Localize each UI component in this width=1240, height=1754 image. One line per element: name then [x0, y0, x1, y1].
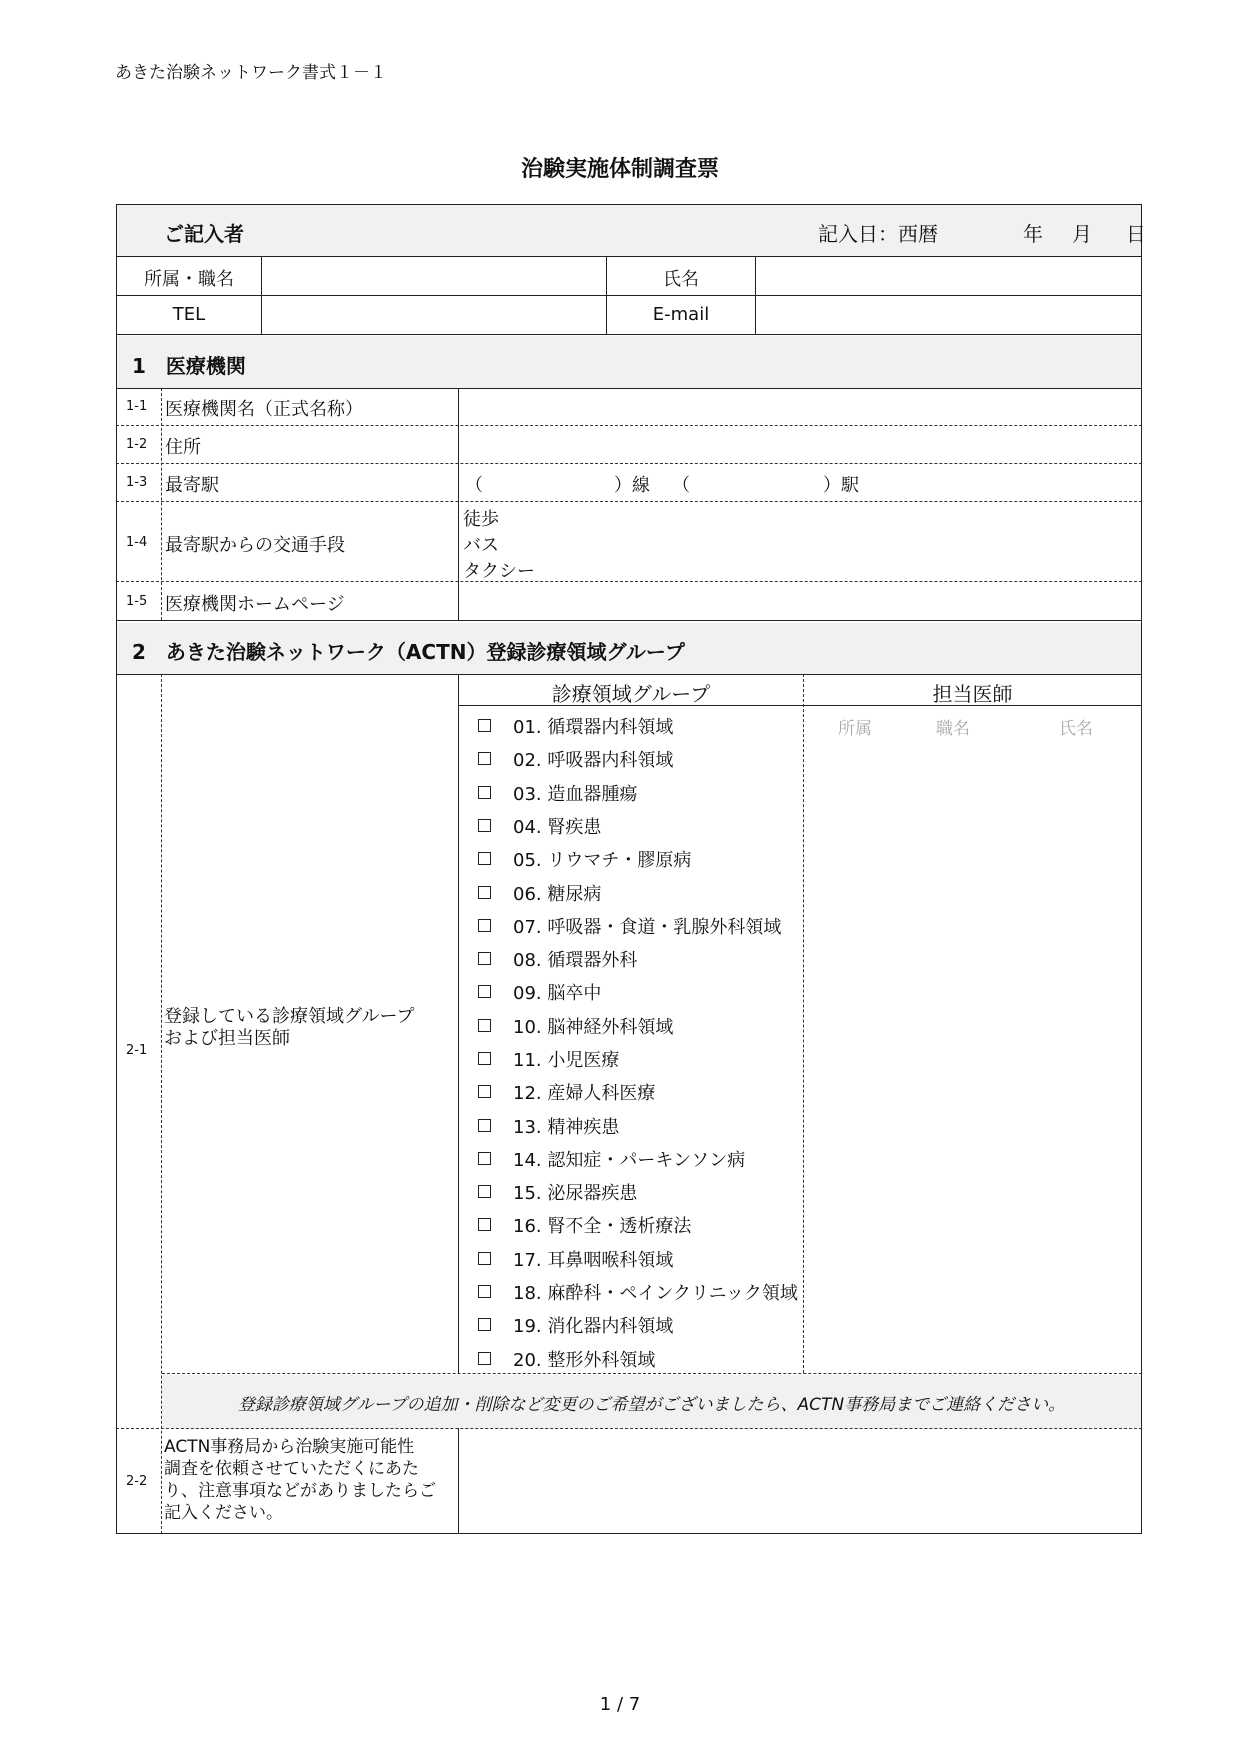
group-checkbox[interactable]: [478, 786, 491, 799]
doctor-title-hint: 職名: [936, 719, 970, 739]
group-checkbox[interactable]: [478, 952, 491, 965]
group-item: 01. 循環器内科領域: [513, 717, 674, 738]
email-field[interactable]: [757, 297, 1140, 333]
group-item: 13. 精神疾患: [513, 1117, 620, 1138]
affiliation-label: 所属・職名: [144, 269, 234, 290]
group-item: 16. 腎不全・透析療法: [513, 1216, 692, 1237]
date-label: 記入日：西暦: [818, 222, 938, 246]
group-item: 05. リウマチ・膠原病: [513, 850, 692, 871]
group-item: 14. 認知症・パーキンソン病: [513, 1150, 746, 1171]
station-eki-suffix: ）駅: [823, 475, 859, 496]
group-checkbox[interactable]: [478, 719, 491, 732]
group-item: 17. 耳鼻咽喉科領域: [513, 1250, 674, 1271]
row-number: 2-2: [126, 1474, 148, 1489]
institution-name-label: 医療機関名（正式名称）: [165, 399, 363, 420]
group-item: 20. 整形外科領域: [513, 1350, 656, 1371]
transport-bus: バス: [463, 535, 499, 556]
row-number: 1-2: [126, 437, 148, 452]
section1-heading: 1 医療機関: [132, 354, 246, 378]
group-checkbox[interactable]: [478, 852, 491, 865]
group-checkbox[interactable]: [478, 752, 491, 765]
group-checkbox[interactable]: [478, 1285, 491, 1298]
group-item: 12. 産婦人科医療: [513, 1083, 656, 1104]
group-item: 19. 消化器内科領域: [513, 1316, 674, 1337]
row-number: 2-1: [126, 1043, 148, 1058]
email-label: E-mail: [652, 304, 710, 325]
notes-label-2: 調査を依頼させていただくにあた: [164, 1459, 419, 1479]
institution-name-field[interactable]: [461, 390, 1140, 424]
group-checkbox[interactable]: [478, 1119, 491, 1132]
group-checkbox[interactable]: [478, 1318, 491, 1331]
page-title: 治験実施体制調査票: [520, 157, 719, 182]
group-checkbox[interactable]: [478, 1185, 491, 1198]
tel-field[interactable]: [263, 297, 605, 333]
group-checkbox[interactable]: [478, 886, 491, 899]
transport-taxi: タクシー: [463, 561, 535, 582]
address-label: 住所: [165, 437, 201, 458]
group-checkbox[interactable]: [478, 1152, 491, 1165]
address-field[interactable]: [461, 427, 1140, 462]
group-item: 02. 呼吸器内科領域: [513, 750, 674, 771]
notes-label-4: 記入ください。: [164, 1503, 283, 1523]
day-label: 日: [1126, 222, 1146, 246]
row-number: 1-4: [126, 535, 148, 550]
group-item: 18. 麻酔科・ペインクリニック領域: [513, 1283, 798, 1304]
section1-header-bg: [117, 336, 1141, 388]
transport-walk: 徒歩: [463, 509, 499, 530]
group-item: 10. 脳神経外科領域: [513, 1017, 674, 1038]
homepage-label: 医療機関ホームページ: [165, 594, 345, 615]
document-code: あきた治験ネットワーク書式１－１: [115, 63, 387, 83]
affiliation-field[interactable]: [263, 258, 605, 294]
group-item: 11. 小児医療: [513, 1050, 620, 1071]
tel-label: TEL: [172, 304, 206, 325]
group-item: 03. 造血器腫瘍: [513, 784, 638, 805]
group-checkbox[interactable]: [478, 1085, 491, 1098]
page-number: 1 / 7: [599, 1694, 641, 1715]
nearest-station-label: 最寄駅: [165, 475, 219, 496]
group-checkbox[interactable]: [478, 819, 491, 832]
group-item: 09. 脳卒中: [513, 983, 602, 1004]
year-label: 年: [1023, 222, 1043, 246]
doctor-name-hint: 氏名: [1059, 719, 1093, 739]
group-item: 04. 腎疾患: [513, 817, 602, 838]
transport-label: 最寄駅からの交通手段: [165, 535, 345, 556]
filler-header-bg: [117, 205, 1141, 256]
group-checkbox[interactable]: [478, 1052, 491, 1065]
group-checkbox[interactable]: [478, 1252, 491, 1265]
group-checkbox[interactable]: [478, 985, 491, 998]
row-number: 1-3: [126, 475, 148, 490]
row-number: 1-5: [126, 594, 148, 609]
name-field[interactable]: [757, 258, 1140, 294]
group-item: 06. 糖尿病: [513, 884, 602, 905]
name-label: 氏名: [663, 269, 699, 290]
group-item: 08. 循環器外科: [513, 950, 638, 971]
registered-groups-label-1: 登録している診療領域グループ: [164, 1006, 415, 1027]
group-checkbox[interactable]: [478, 1352, 491, 1365]
registered-groups-label-2: および担当医師: [164, 1028, 290, 1049]
group-item: 07. 呼吸器・食道・乳腺外科領域: [513, 917, 782, 938]
group-checkbox[interactable]: [478, 919, 491, 932]
notes-label-3: り、注意事項などがありましたらご: [164, 1481, 436, 1501]
notes-label-1: ACTN事務局から治験実施可能性: [164, 1437, 415, 1457]
col-doctor-header: 担当医師: [932, 682, 1013, 706]
doctor-affiliation-hint: 所属: [838, 719, 872, 739]
col-group-header: 診療領域グループ: [551, 682, 711, 706]
station-paren-open: （: [465, 475, 483, 496]
row-number: 1-1: [126, 399, 148, 414]
homepage-field[interactable]: [461, 583, 1140, 619]
section2-heading: 2 あきた治験ネットワーク（ACTN）登録診療領域グループ: [132, 640, 685, 664]
station-line-suffix: ）線: [614, 475, 650, 496]
month-label: 月: [1072, 222, 1092, 246]
group-checkbox[interactable]: [478, 1019, 491, 1032]
station-paren-open-2: （: [672, 475, 690, 496]
change-request-note: 登録診療領域グループの追加・削除など変更のご希望がございましたら、ACTN事務局までご連絡ください。: [237, 1395, 1066, 1415]
group-item: 15. 泌尿器疾患: [513, 1183, 638, 1204]
group-checkbox[interactable]: [478, 1218, 491, 1231]
notes-field[interactable]: [461, 1431, 1140, 1532]
filler-label: ご記入者: [164, 222, 244, 246]
